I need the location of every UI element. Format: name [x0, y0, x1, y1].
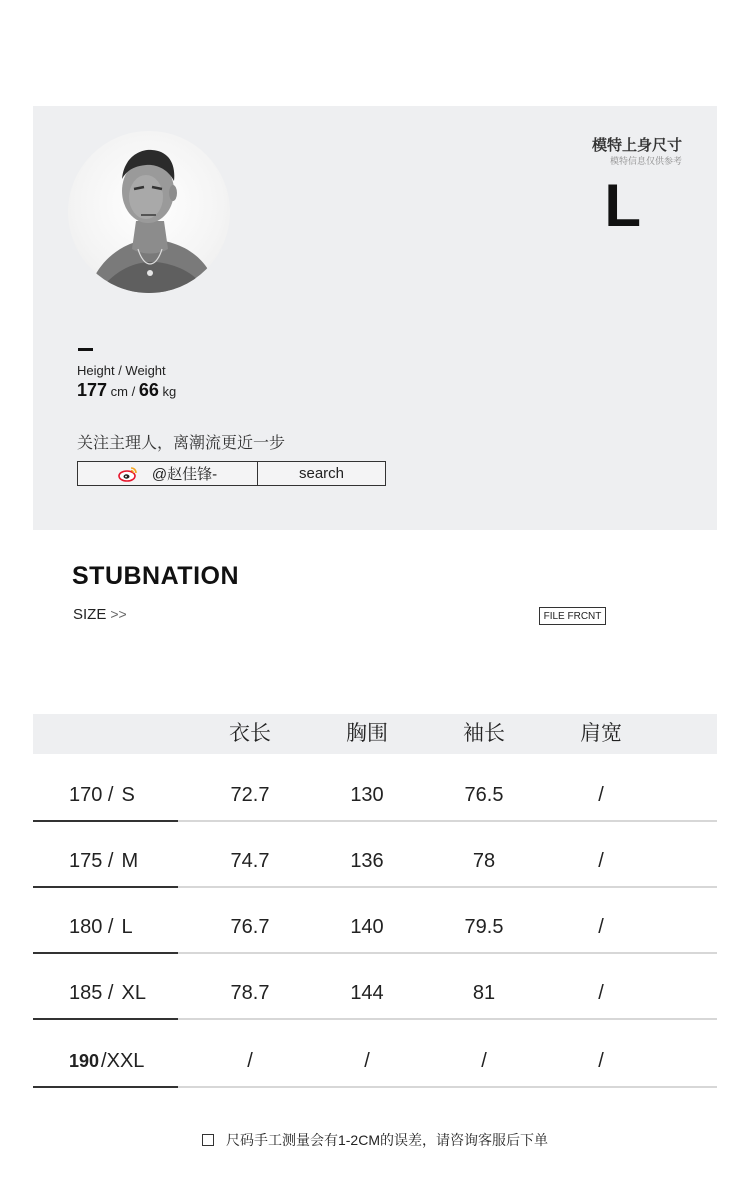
size-label [73, 606, 127, 623]
cell-sleeve: 79.5 [464, 916, 504, 938]
row-divider-accent [33, 1086, 178, 1088]
cell-shoulder: / [598, 784, 604, 806]
cell-length: 74.7 [230, 850, 270, 872]
row-size-label: 180 / L [69, 916, 133, 938]
cell-sleeve: 81 [472, 982, 496, 1004]
brand-name: STUBNATION [72, 562, 240, 590]
cell-chest: 144 [350, 982, 384, 1004]
table-row [33, 1022, 717, 1088]
follow-text: 关注主理人，离潮流更近一步 [77, 435, 286, 452]
table-row [33, 756, 717, 822]
cell-sleeve: 76.5 [464, 784, 504, 806]
column-header-length: 衣长 [229, 722, 271, 745]
weibo-icon [118, 466, 138, 482]
checkbox-icon [202, 1134, 214, 1146]
cell-sleeve: / [481, 1050, 487, 1072]
cell-length: / [247, 1050, 253, 1072]
cell-chest: / [364, 1050, 370, 1072]
height-weight-values [77, 380, 176, 401]
row-size-label: 190 /XXL [69, 1050, 145, 1072]
weibo-handle-text: @赵佳锋- [151, 466, 218, 483]
height-value: 177 [77, 380, 108, 400]
height-weight-label: Height / Weight [77, 363, 166, 378]
model-size-value: L [604, 172, 641, 239]
model-info-card [33, 106, 717, 530]
search-button[interactable]: search [298, 465, 345, 482]
weight-unit: kg [162, 384, 177, 399]
divider-dash [78, 348, 93, 351]
height-unit: cm / [110, 384, 136, 399]
size-table-header [33, 714, 717, 754]
cell-length: 78.7 [230, 982, 270, 1004]
column-header-sleeve: 袖长 [463, 722, 505, 745]
social-search-box [77, 461, 386, 486]
table-row [33, 888, 717, 954]
cell-sleeve: 78 [472, 850, 496, 872]
cell-chest: 136 [350, 850, 384, 872]
table-row [33, 954, 717, 1020]
measurement-footnote [0, 1130, 750, 1150]
model-portrait-image [68, 131, 230, 293]
model-avatar [68, 131, 230, 293]
column-header-chest: 胸围 [346, 722, 388, 745]
model-size-subtitle: 模特信息仅供参考 [609, 156, 682, 166]
row-size-label: 175 / M [69, 850, 139, 872]
cell-shoulder: / [598, 982, 604, 1004]
weibo-handle[interactable] [78, 462, 258, 485]
cell-length: 72.7 [230, 784, 270, 806]
weight-value: 66 [138, 380, 159, 400]
row-size-label: 170 / S [69, 784, 135, 806]
cell-shoulder: / [598, 1050, 604, 1072]
cell-chest: 130 [350, 784, 384, 806]
cell-shoulder: / [598, 850, 604, 872]
file-tag: FILE FRCNT [539, 607, 606, 625]
cell-chest: 140 [350, 916, 384, 938]
size-label-text: SIZE [73, 606, 107, 623]
row-size-label: 185 / XL [69, 982, 146, 1004]
double-chevron-right-icon: >> [110, 606, 127, 622]
footnote-text: 尺码手工测量会有1-2CM的误差，请咨询客服后下单 [225, 1132, 548, 1148]
cell-length: 76.7 [230, 916, 270, 938]
row-divider-accent [33, 1018, 178, 1020]
column-header-shoulder: 肩宽 [580, 722, 622, 745]
model-size-title: 模特上身尺寸 [591, 137, 682, 154]
table-row [33, 822, 717, 888]
cell-shoulder: / [598, 916, 604, 938]
